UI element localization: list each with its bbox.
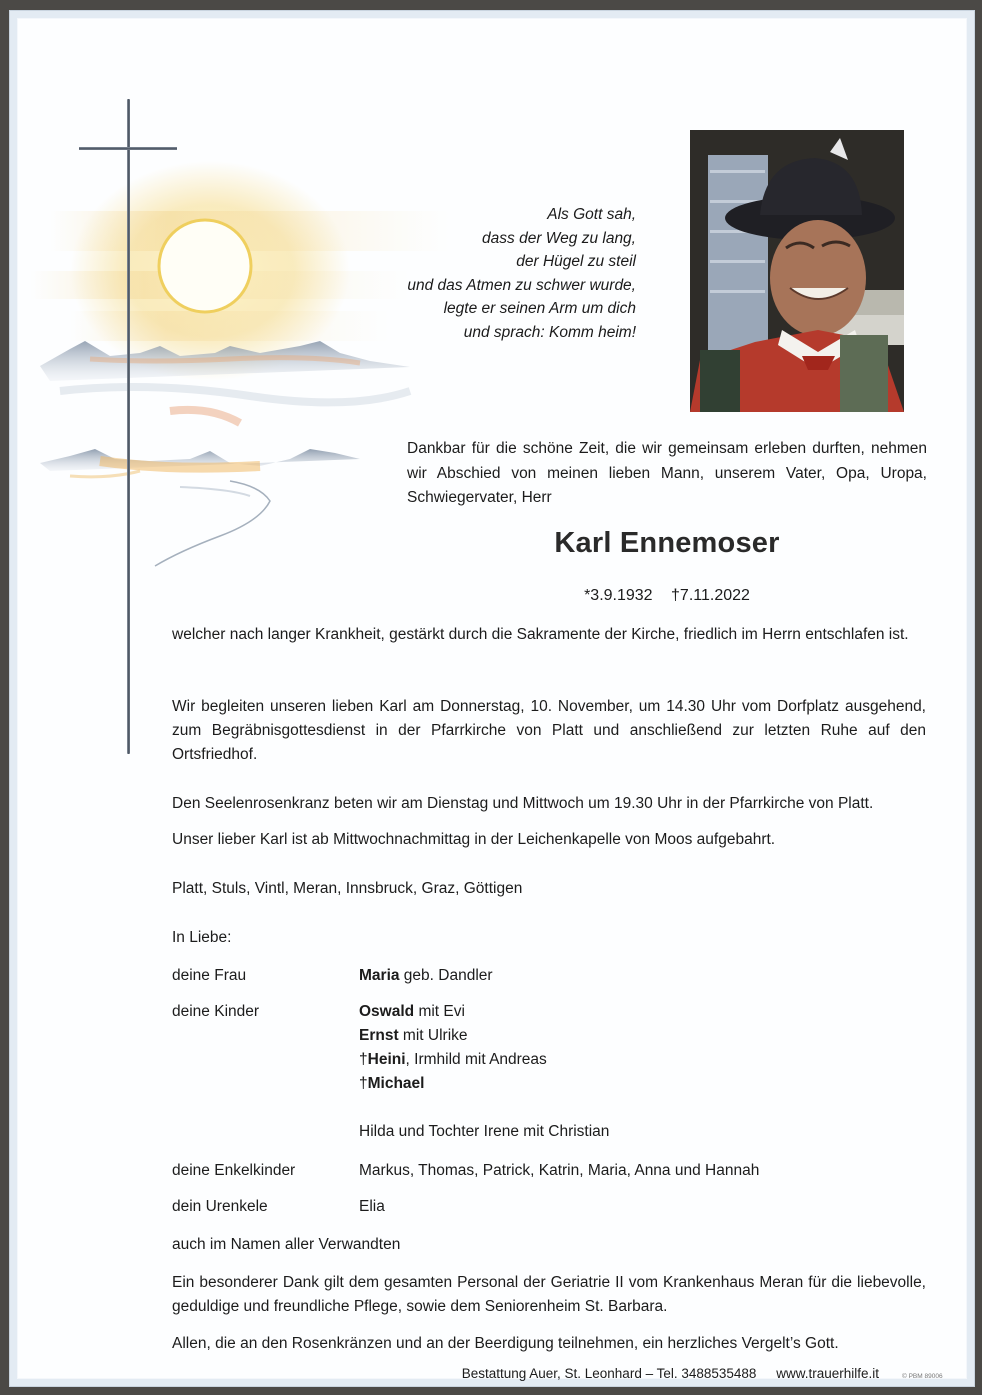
special-thanks-paragraph: Ein besonderer Dank gilt dem gesamten Personal der Geriatrie II vom Krankenhaus Meran für die liebevolle, geduldige und freundliche Pflege, sowie dem Seniorenheim St. Barbara. (172, 1274, 926, 1315)
family-value: Maria geb. Dandler (359, 967, 493, 984)
poem-line: Als Gott sah, (547, 206, 636, 223)
rosary-paragraph: Den Seelenrosenkranz beten wir am Dienstag und Mittwoch um 19.30 Uhr in der Pfarrkirche von Platt. (172, 795, 874, 812)
in-love-heading: In Liebe: (172, 929, 232, 946)
poem-line: legte er seinen Arm um dich (443, 300, 636, 317)
cross-horizontal-beam (79, 147, 177, 150)
general-thanks-paragraph: Allen, die an den Rosenkränzen und an der Beerdigung teilnehmen, ein herzliches Vergelt’s Gott. (172, 1335, 839, 1352)
poem-line: und sprach: Komm heim! (463, 323, 636, 341)
relatives-line: auch im Namen aller Verwandten (172, 1236, 401, 1253)
children-list (359, 1000, 609, 1144)
copyright-mark: © PBM 89006 (902, 1373, 943, 1380)
family-label: deine Frau (172, 967, 247, 984)
funeral-paragraph: Wir begleiten unseren lieben Karl am Donnerstag, 10. November, um 14.30 Uhr vom Dorfplatz ausgehend, zum Begräbnisgottesdienst in der Pfarrkirche von Platt und anschließend zur letzten Ruhe auf den Ortsfriedhof. (172, 698, 926, 763)
life-dates (407, 587, 927, 605)
footer (462, 1366, 879, 1381)
deceased-name: Karl Ennemoser (554, 527, 780, 559)
passing-paragraph: welcher nach langer Krankheit, gestärkt durch die Sakramente der Kirche, friedlich im Herrn entschlafen ist. (172, 626, 909, 643)
undertaker-info: Bestattung Auer, St. Leonhard – Tel. 3488535488 (461, 1366, 757, 1381)
portrait-photo (690, 130, 904, 412)
child-entry: †Heini, Irmhild mit Andreas (359, 1051, 547, 1068)
intro-paragraph: Dankbar für die schöne Zeit, die wir gemeinsam erleben durften, nehmen wir Abschied von meinen lieben Mann, unserem Vater, Opa, Uropa, Schwiegervater, Herr (407, 440, 927, 506)
family-label: deine Kinder (172, 1003, 260, 1020)
poem-line: der Hügel zu steil (516, 253, 636, 270)
viewing-paragraph: Unser lieber Karl ist ab Mittwochnachmittag in der Leichenkapelle von Moos aufgebahrt. (172, 831, 776, 848)
poem-line: und das Atmen zu schwer wurde, (407, 276, 636, 294)
website-link[interactable]: www.trauerhilfe.it (776, 1366, 879, 1381)
poem (407, 203, 636, 344)
poem-line: dass der Weg zu lang, (482, 229, 636, 247)
places-line: Platt, Stuls, Vintl, Meran, Innsbruck, Graz, Göttigen (172, 880, 523, 897)
birth-date: *3.9.1932 (584, 587, 653, 604)
obituary-page (9, 10, 975, 1387)
family-value: Markus, Thomas, Patrick, Katrin, Maria, Anna und Hannah (359, 1162, 760, 1179)
child-entry: Ernst mit Ulrike (359, 1027, 468, 1044)
child-entry: †Michael (359, 1075, 425, 1092)
death-date: †7.11.2022 (671, 587, 750, 604)
child-extra: Hilda und Tochter Irene mit Christian (359, 1123, 610, 1140)
family-label: dein Urenkele (172, 1198, 268, 1215)
child-entry: Oswald mit Evi (359, 1003, 465, 1020)
portrait-image (690, 130, 904, 412)
cross-vertical-beam (127, 99, 130, 754)
family-value: Elia (359, 1198, 385, 1215)
sunset-landscape-illustration (30, 91, 450, 761)
family-label: deine Enkelkinder (172, 1162, 296, 1179)
